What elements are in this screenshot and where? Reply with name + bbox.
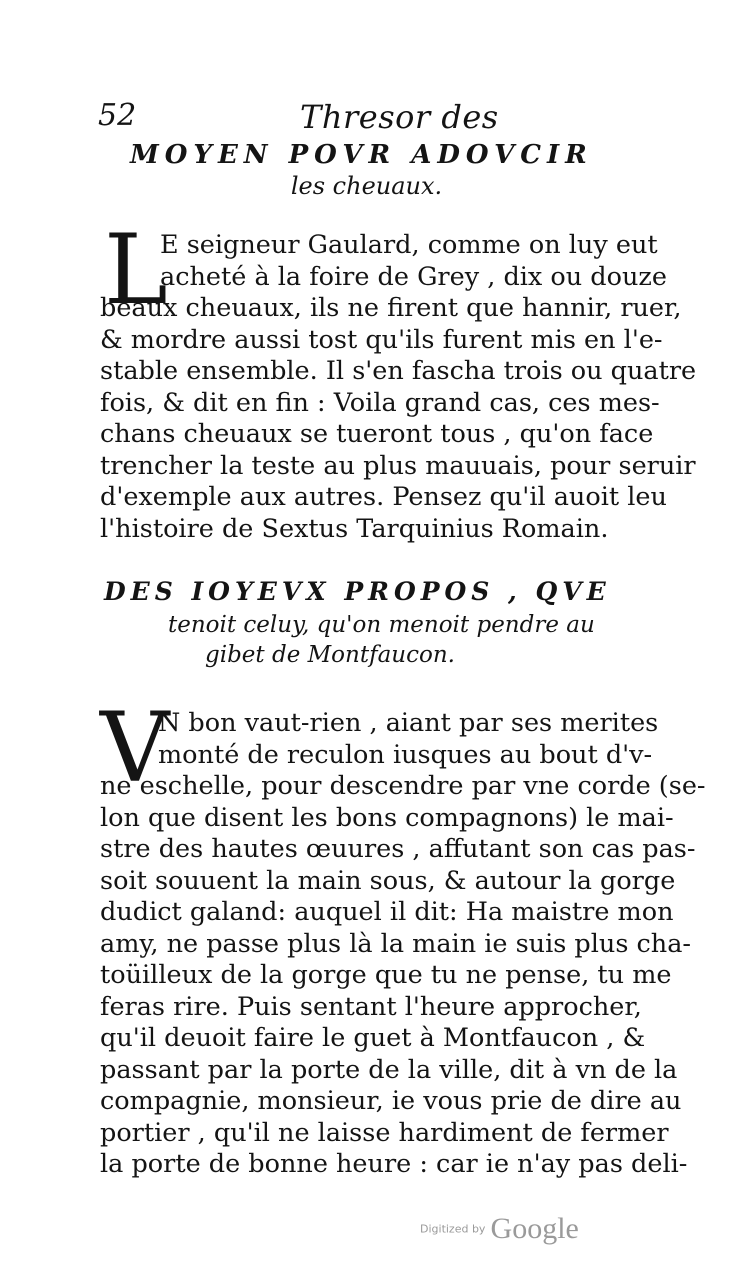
text-line: E seigneur Gaulard, comme on luy eut xyxy=(160,230,658,260)
paragraph-2 xyxy=(100,708,706,1181)
watermark-google-text: Google xyxy=(490,1212,579,1245)
text-line: amy, ne passe plus là la main ie suis plus cha- xyxy=(100,928,692,959)
running-head: Thresor des xyxy=(300,98,499,136)
text-line: toüilleux de la gorge que tu ne pense, tu me xyxy=(100,960,672,990)
watermark-small-text: Digitized by xyxy=(420,1222,486,1236)
chapter-heading-line: tenoit celuy, qu'on menoit pendre au xyxy=(168,612,595,638)
chapter-heading-line: gibet de Montfaucon. xyxy=(205,642,455,668)
text-line: stable ensemble. Il s'en fascha trois ou quatre xyxy=(100,356,697,386)
drop-cap-V: V xyxy=(100,692,170,804)
text-line: monté de reculon iusques au bout d'v- xyxy=(158,739,653,770)
text-line: fois, & dit en fin : Voila grand cas, ces mes- xyxy=(100,387,660,418)
text-line: portier , qu'il ne laisse hardiment de fermer xyxy=(100,1117,669,1148)
text-line: beaux cheuaux, ils ne firent que hannir, ruer, xyxy=(100,293,682,323)
paragraph-1 xyxy=(100,230,697,545)
drop-cap-L: L xyxy=(104,214,168,326)
page-number: 52 xyxy=(98,98,137,133)
text-line: soit souuent la main sous, & autour la gorge xyxy=(100,865,676,896)
text-line: l'histoire de Sextus Tarquinius Romain. xyxy=(100,513,609,544)
text-line: ne eschelle, pour descendre par vne corde (se- xyxy=(100,771,706,801)
chapter-heading-caps: MOYEN POVR ADOVCIR xyxy=(130,140,593,170)
text-line: trencher la teste au plus mauuais, pour seruir xyxy=(100,450,696,481)
text-line: & mordre aussi tost qu'ils furent mis en l'e- xyxy=(100,324,663,355)
text-line: passant par la porte de la ville, dit à vn de la xyxy=(100,1054,678,1085)
digitized-by-google-watermark xyxy=(420,1212,579,1246)
text-line: compagnie, monsieur, ie vous prie de dire au xyxy=(100,1086,682,1116)
text-line: qu'il deuoit faire le guet à Montfaucon , & xyxy=(100,1023,646,1053)
text-line: dudict galand: auquel il dit: Ha maistre mon xyxy=(100,897,674,927)
text-line: feras rire. Puis sentant l'heure approcher, xyxy=(100,991,642,1022)
text-line: stre des hautes œuures , affutant son cas pas- xyxy=(100,834,696,864)
chapter-heading-subtitle: les cheuaux. xyxy=(290,172,443,200)
text-line: la porte de bonne heure : car ie n'ay pas deli- xyxy=(100,1149,688,1179)
text-line: N bon vaut-rien , aiant par ses merites xyxy=(158,708,659,738)
text-line: chans cheuaux se tueront tous , qu'on face xyxy=(100,419,654,449)
chapter-heading-caps: DES IOYEVX PROPOS , QVE xyxy=(104,577,611,606)
text-line: lon que disent les bons compagnons) le mai- xyxy=(100,802,674,833)
text-line: d'exemple aux autres. Pensez qu'il auoit leu xyxy=(100,482,667,512)
text-line: acheté à la foire de Grey , dix ou douze xyxy=(160,261,667,292)
